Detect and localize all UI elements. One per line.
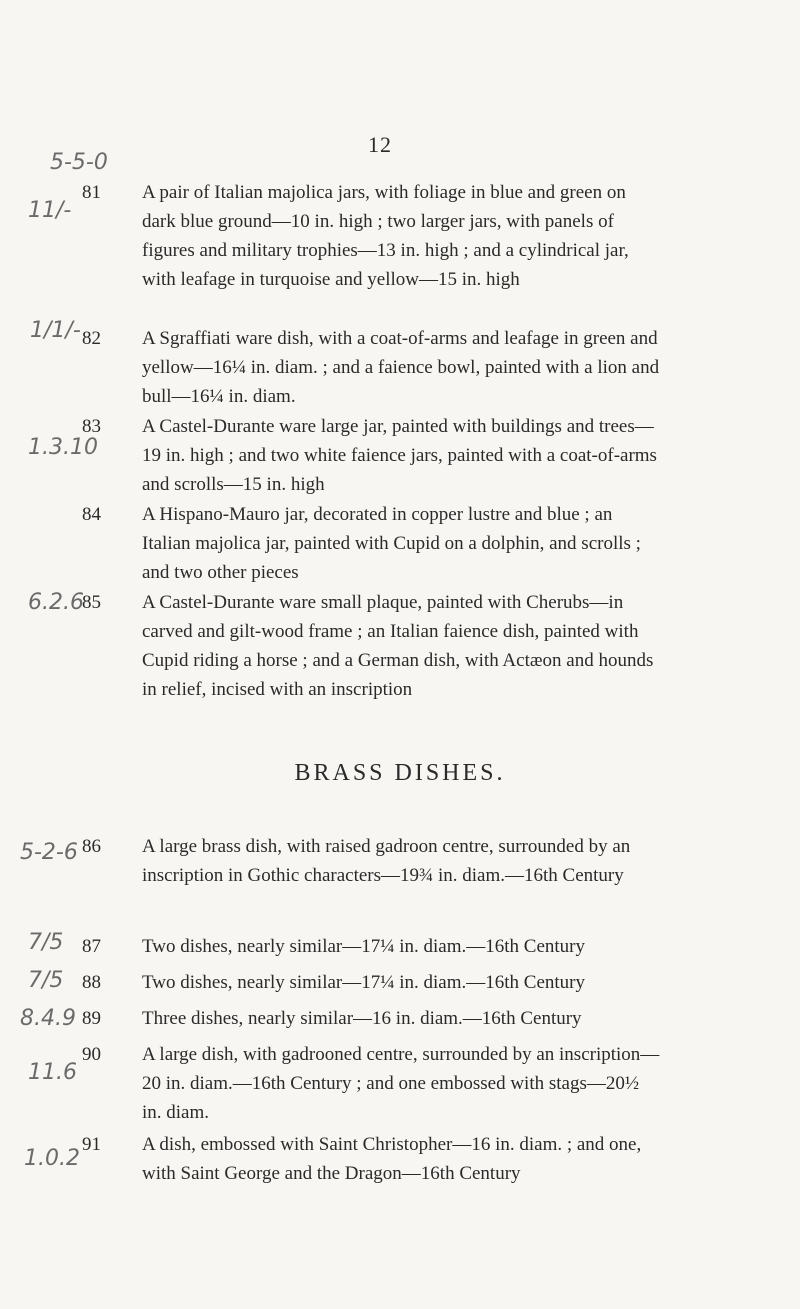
lot-entry <box>82 968 662 997</box>
lot-number: 89 <box>82 1008 101 1029</box>
margin-note: 1/1/- <box>30 318 81 343</box>
lot-number: 81 <box>82 182 101 203</box>
margin-note: 1.3.10 <box>28 435 98 460</box>
lot-description: A large brass dish, with raised gadroon centre, surrounded by an inscription in Gothic characters—19¾ in. diam.—16th Century <box>142 836 631 886</box>
margin-note: 5-5-0 <box>50 150 108 175</box>
lot-number: 88 <box>82 972 101 993</box>
lot-description: Two dishes, nearly similar—17¼ in. diam.—16th Century <box>142 972 586 993</box>
lot-description: A Sgraffiati ware dish, with a coat-of-arms and leafage in green and yellow—16¼ in. diam. ; and a faience bowl, painted with a lion and bull—16¼ in. diam. <box>142 328 660 407</box>
lot-number: 85 <box>82 592 101 613</box>
lot-description: A large dish, with gadrooned centre, surrounded by an inscription—20 in. diam.—16th Century ; and one embossed with stags—20½ in. diam. <box>142 1044 660 1123</box>
lot-description: Three dishes, nearly similar—16 in. diam.—16th Century <box>142 1008 582 1029</box>
page-number: 12 <box>368 132 392 157</box>
margin-note: 7/5 <box>28 930 64 955</box>
lot-description: A Castel-Durante ware small plaque, painted with Cherubs—in carved and gilt-wood frame ; an Italian faience dish, painted with Cupid riding a horse ; and a German dish, with Actæon and hounds in relief, incised with an inscription <box>142 592 654 700</box>
lot-number: 86 <box>82 836 101 857</box>
lot-number: 91 <box>82 1134 101 1155</box>
lot-number: 87 <box>82 936 101 957</box>
margin-note: 11/- <box>28 198 72 223</box>
margin-note: 7/5 <box>28 968 64 993</box>
lot-entry <box>82 932 662 961</box>
lot-entry <box>82 412 662 499</box>
margin-note: 1.0.2 <box>24 1146 80 1171</box>
lot-entry <box>82 1130 662 1188</box>
section-heading: BRASS DISHES. <box>294 760 506 786</box>
margin-note: 11.6 <box>28 1060 77 1085</box>
lot-description: A Castel-Durante ware large jar, painted with buildings and trees—19 in. high ; and two white faience jars, painted with a coat-of-arms and scrolls—15 in. high <box>142 416 657 495</box>
lot-entry <box>82 832 662 890</box>
margin-note: 6.2.6 <box>28 590 84 615</box>
lot-entry <box>82 1040 662 1127</box>
lot-entry <box>82 588 662 704</box>
lot-number: 82 <box>82 328 101 349</box>
margin-note: 5-2-6 <box>20 840 78 865</box>
lot-number: 90 <box>82 1044 101 1065</box>
lot-entry <box>82 178 662 294</box>
lot-entry <box>82 1004 662 1033</box>
lot-entry <box>82 500 662 587</box>
lot-description: Two dishes, nearly similar—17¼ in. diam.—16th Century <box>142 936 586 957</box>
lot-entry <box>82 324 662 411</box>
lot-description: A dish, embossed with Saint Christopher—16 in. diam. ; and one, with Saint George and the Dragon—16th Century <box>142 1134 642 1184</box>
lot-description: A Hispano-Mauro jar, decorated in copper lustre and blue ; an Italian majolica jar, painted with Cupid on a dolphin, and scrolls ; and two other pieces <box>142 504 641 583</box>
lot-number: 83 <box>82 416 101 437</box>
lot-description: A pair of Italian majolica jars, with foliage in blue and green on dark blue ground—10 in. high ; two larger jars, with panels of figures and military trophies—13 in. high ; and a cylindrical jar, with leafage in turquoise and yellow—15 in. high <box>142 182 629 290</box>
lot-number: 84 <box>82 504 101 525</box>
margin-note: 8.4.9 <box>20 1006 76 1031</box>
